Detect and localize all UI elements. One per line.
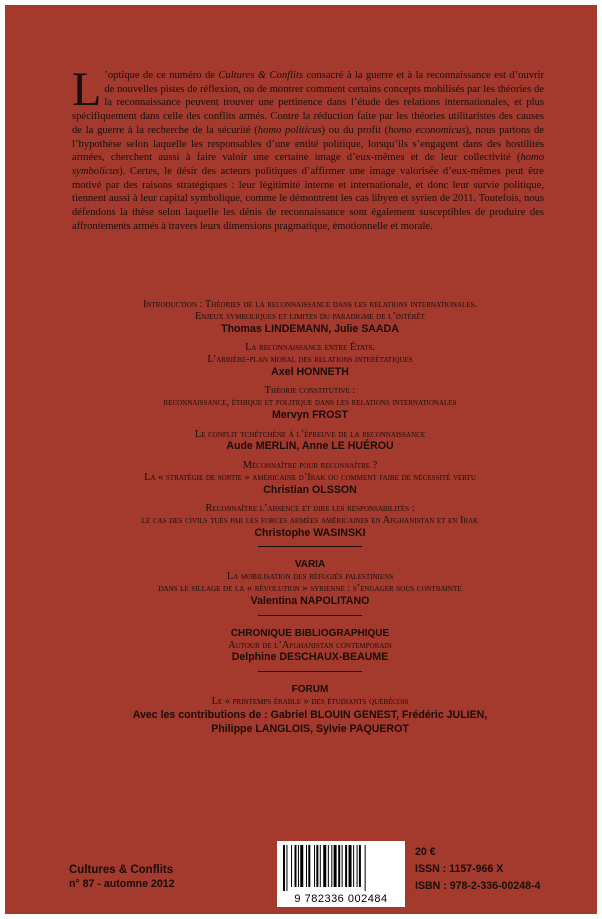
- section-heading: VARIA: [294, 559, 326, 571]
- issue-number: n° 87 - automne 2012: [69, 878, 175, 890]
- forum-contributors: Philippe LANGLOIS, Sylvie PAQUEROT: [211, 722, 409, 735]
- article-author: Christophe WASINSKI: [254, 526, 366, 539]
- toc-entry: [65, 503, 555, 539]
- intro-paragraph: [72, 63, 545, 233]
- section-heading: FORUM: [291, 683, 329, 695]
- forum-contributors: Avec les contributions de : Gabriel BLOUIN GENEST, Frédéric JULIEN,: [132, 708, 488, 721]
- toc-entry: [65, 299, 555, 335]
- article-title: Reconnaître l’absence et dire les responsabilités :: [205, 503, 415, 515]
- isbn: ISBN : 978-2-336-00248-4: [415, 880, 541, 892]
- divider: [258, 671, 362, 672]
- article-title: Enjeux symboliques et limites du paradigme de l’intérêt: [195, 310, 425, 322]
- back-cover: [5, 5, 597, 914]
- drop-cap: L: [72, 63, 102, 116]
- article-author: Valentina NAPOLITANO: [250, 594, 370, 607]
- publication-info: [415, 845, 540, 896]
- article-title: L’arrière-plan moral des relations interétatiques: [207, 353, 413, 365]
- barcode-bars-icon: [281, 845, 401, 891]
- issn: ISSN : 1157-966 X: [415, 863, 504, 875]
- article-title: La « stratégie de sortie » américaine d’Irak ou comment faire de nécessité vertu: [144, 471, 476, 483]
- article-title: La reconnaissance entre États.: [245, 342, 375, 354]
- barcode: [277, 841, 405, 907]
- article-title: le cas des civils tués par les forces armées américaines en Afghanistan et en Irak: [141, 514, 479, 526]
- toc-entry: [65, 460, 555, 496]
- toc-entry: [65, 429, 555, 453]
- intro-italic: homo politicus: [257, 124, 322, 136]
- journal-title: Cultures & Conflits: [69, 864, 174, 876]
- intro-italic: Cultures & Conflits: [218, 70, 304, 81]
- article-title: Le « printemps érable » des étudiants québécois: [211, 695, 409, 707]
- article-author: Christian OLSSON: [263, 483, 357, 496]
- article-title: reconnaissance, éthique et politique dans les relations internationales: [163, 397, 457, 409]
- varia-section: [65, 559, 555, 607]
- intro-text: ), nous partons de l’hypothèse selon laquelle les responsables d’une entité politique, lorsqu’ils s’engagent dans des hostilités armées, cherchent aussi à faire valoir une certaine image d’eux-mêmes et de leur collectivité (: [72, 124, 544, 164]
- article-title: Autour de l’Afghanistan contemporain: [228, 639, 392, 651]
- article-author: Thomas LINDEMANN, Julie SAADA: [221, 322, 399, 335]
- intro-text: ) ou du profit (: [321, 124, 389, 136]
- article-author: Mervyn FROST: [272, 408, 348, 421]
- toc-entry: [65, 385, 555, 421]
- intro-italic: homo economicus: [388, 124, 466, 136]
- article-author: Aude MERLIN, Anne LE HUÉROU: [226, 440, 394, 453]
- toc-entry: [65, 342, 555, 378]
- divider: [258, 615, 362, 616]
- section-heading: CHRONIQUE BIBLIOGRAPHIQUE: [230, 627, 390, 639]
- chronique-section: [65, 628, 555, 664]
- price: 20 €: [415, 846, 436, 858]
- journal-info: [69, 863, 175, 891]
- intro-text: ). Certes, le désir des acteurs politiques d’affirmer une image valorisée d’eux-mêmes peut être motivé par des raisons stratégiques : leur légitimité interne et internationale, et donc leur survie politique, tiennent aussi à leur capital symbolique, comme le démontrent les cas libyen et syrien de 2011. Toutefois, nous défendons la thèse selon laquelle les dénis de reconnaissance sont également susceptibles de produire des affrontements armés à travers leurs dimensions pragmatique, émotionnelle et morale.: [72, 165, 544, 232]
- article-title: La mobilisation des réfugiés palestiniens: [226, 571, 394, 583]
- forum-section: [65, 684, 555, 736]
- article-title: dans le sillage de la « révolution » syrienne : s’engager sous contrainte: [158, 583, 462, 595]
- article-author: Delphine DESCHAUX-BEAUME: [231, 651, 389, 664]
- article-author: Axel HONNETH: [271, 365, 349, 378]
- intro-text: consacré à la guerre et à la reconnaissance est d’ouvrir de nouvelles pistes de réflexion, ou de montrer comment certains concepts mobilisés par les théories de la reconnaissance peuvent trouver une pertinence dans l’étude des relations internationales, et plus spécifiquement dans celle des conflits armés. Contre la réduction faite par les théories utilitaristes des causes de la guerre à la recherche de la sécurité (: [72, 70, 545, 136]
- table-of-contents: [65, 299, 555, 736]
- article-title: Le conflit tchétchène à l’épreuve de la reconnaissance: [194, 428, 426, 440]
- divider: [258, 546, 362, 547]
- intro-italic: homo symbolicus: [72, 152, 544, 177]
- article-title: Théorie constitutive :: [264, 385, 356, 397]
- article-title: Introduction : Théories de la reconnaissance dans les relations internationales.: [142, 299, 478, 310]
- intro-text: ’optique de ce numéro de: [104, 70, 219, 81]
- barcode-number: 9 782336 002484: [294, 893, 388, 905]
- article-title: Méconnaître pour reconnaître ?: [242, 459, 378, 471]
